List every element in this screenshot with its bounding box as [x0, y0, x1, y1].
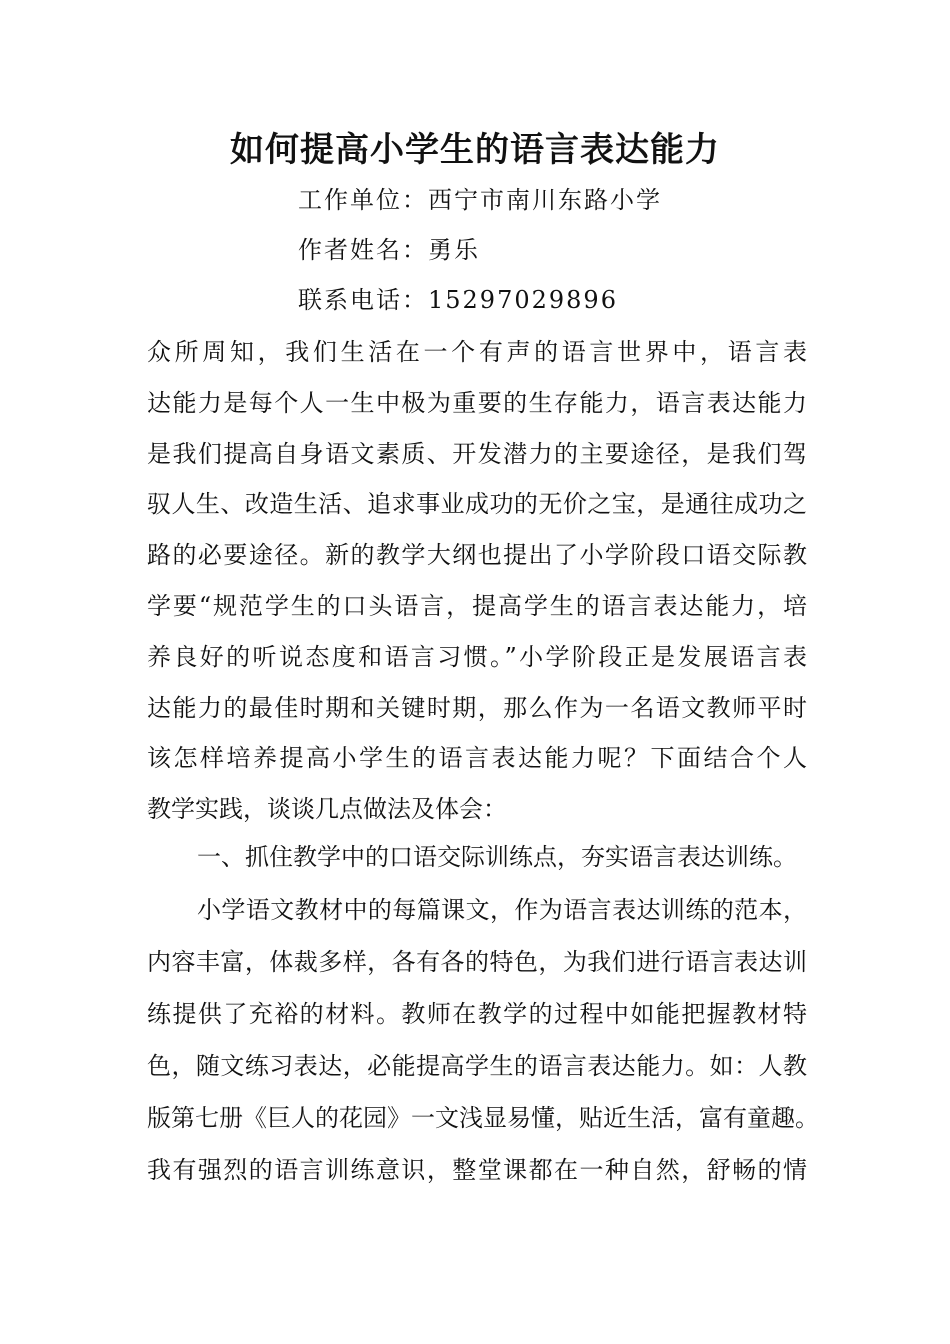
paragraph-line: 养良好的听说态度和语言习惯。”小学阶段正是发展语言表	[147, 642, 807, 671]
intro-paragraph	[147, 327, 807, 835]
paragraph-line: 达能力是每个人一生中极为重要的生存能力，语言表达能力	[147, 388, 807, 417]
paragraph-line: 达能力的最佳时期和关键时期，那么作为一名语文教师平时	[147, 693, 807, 722]
paragraph-line: 版第七册《巨人的花园》一文浅显易懂，贴近生活，富有童趣。	[147, 1104, 819, 1132]
contact-phone: 联系电话：15297029896	[298, 286, 618, 314]
paragraph-line: 小学语文教材中的每篇课文，作为语言表达训练的范本，	[197, 896, 807, 924]
paragraph-line: 该怎样培养提高小学生的语言表达能力呢？下面结合个人	[147, 744, 807, 773]
paragraph-line: 路的必要途径。新的教学大纲也提出了小学阶段口语交际教	[147, 541, 807, 570]
paragraph-line: 我有强烈的语言训练意识，整堂课都在一种自然，舒畅的情	[147, 1156, 807, 1184]
paragraph-line: 内容丰富，体裁多样，各有各的特色，为我们进行语言表达训	[147, 948, 807, 976]
paragraph-line: 教学实践，谈谈几点做法及体会：	[147, 795, 507, 824]
section-1-paragraph	[147, 884, 819, 1196]
author-name: 作者姓名：勇乐	[298, 236, 480, 264]
paragraph-line: 是我们提高自身语文素质、开发潜力的主要途径，是我们驾	[147, 439, 807, 468]
document-title: 如何提高小学生的语言表达能力	[230, 130, 720, 170]
paragraph-line: 驭人生、改造生活、追求事业成功的无价之宝，是通往成功之	[147, 490, 807, 519]
paragraph-line: 练提供了充裕的材料。教师在教学的过程中如能把握教材特	[147, 1000, 807, 1028]
paragraph-line: 学要“规范学生的口头语言，提高学生的语言表达能力，培	[147, 591, 807, 620]
paragraph-line: 众所周知，我们生活在一个有声的语言世界中，语言表	[147, 338, 807, 366]
paragraph-line: 色，随文练习表达，必能提高学生的语言表达能力。如：人教	[147, 1052, 807, 1080]
work-unit: 工作单位：西宁市南川东路小学	[298, 186, 662, 214]
section-heading-1: 一、抓住教学中的口语交际训练点，夯实语言表达训练。	[197, 843, 797, 871]
